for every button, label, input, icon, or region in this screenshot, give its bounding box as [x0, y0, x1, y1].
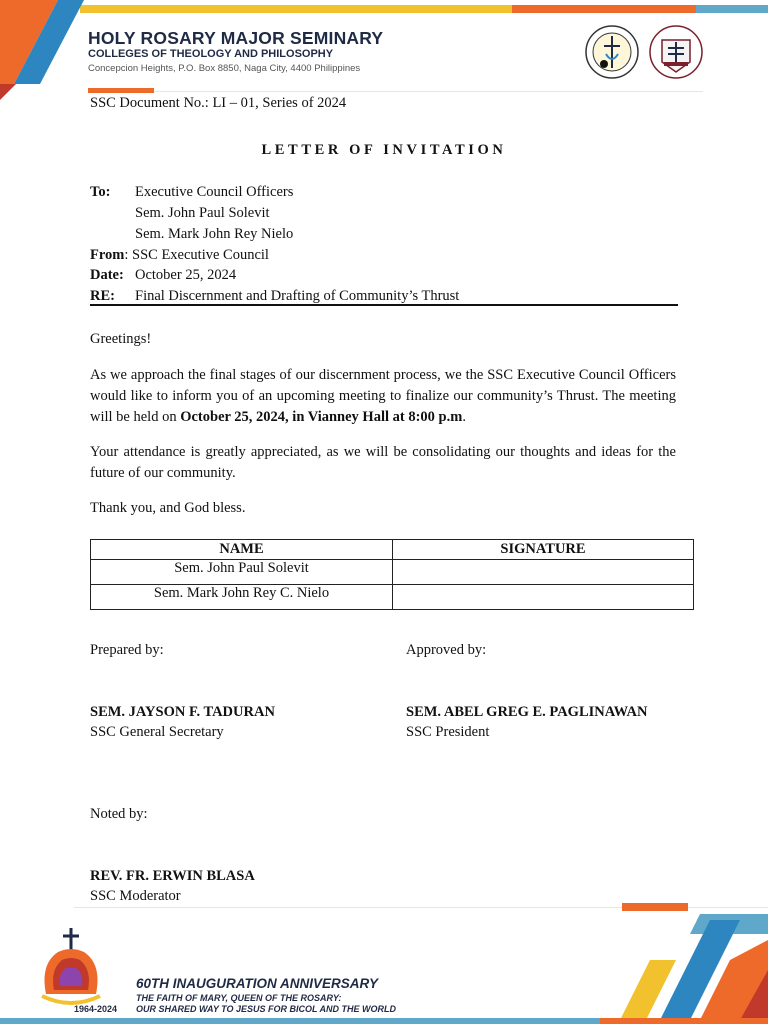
anniversary-years: 1964-2024: [74, 1004, 118, 1014]
table-cell-signature: [393, 560, 694, 585]
institution-address: Concepcion Heights, P.O. Box 8850, Naga City, 4400 Philippines: [88, 63, 361, 74]
date-value: October 25, 2024: [135, 267, 237, 283]
footer-title: 60TH INAUGURATION ANNIVERSARY: [136, 976, 379, 991]
to-line-2: Sem. John Paul Solevit: [135, 205, 270, 221]
table-row: [91, 585, 694, 610]
approved-role: SSC President: [406, 724, 490, 740]
to-label: To:: [90, 184, 111, 200]
institution-subtitle: COLLEGES OF THEOLOGY AND PHILOSOPHY: [88, 48, 334, 60]
header-divider: [88, 91, 703, 92]
prepared-role: SSC General Secretary: [90, 724, 224, 740]
anniversary-emblem-logo: [36, 924, 106, 1014]
ssc-seal-logo: [648, 22, 704, 82]
table-header-name: NAME: [91, 540, 393, 560]
memo-divider: [90, 304, 678, 306]
approved-label: Approved by:: [406, 642, 487, 658]
table-cell-signature: [393, 585, 694, 610]
document-number: SSC Document No.: LI – 01, Series of 2024: [90, 95, 347, 111]
prepared-label: Prepared by:: [90, 642, 164, 658]
letter-title: LETTER OF INVITATION: [261, 142, 507, 158]
institution-name: HOLY ROSARY MAJOR SEMINARY: [88, 28, 384, 48]
from-row: [90, 245, 269, 265]
noted-label: Noted by:: [90, 806, 148, 822]
table-cell-name: Sem. John Paul Solevit: [91, 560, 393, 585]
table-cell-name: Sem. Mark John Rey C. Nielo: [91, 585, 393, 610]
footer-motto-line-2: OUR SHARED WAY TO JESUS FOR BICOL AND THE WORLD: [136, 1004, 397, 1014]
footer-decoration: [600, 910, 768, 1024]
seminary-seal-logo: [584, 24, 640, 80]
table-row: [91, 560, 694, 585]
prepared-name: SEM. JAYSON F. TADURAN: [90, 704, 275, 720]
greeting: Greetings!: [90, 331, 152, 347]
re-value: Final Discernment and Drafting of Community’s Thrust: [135, 288, 460, 304]
from-value: : SSC Executive Council: [124, 247, 269, 263]
footer-motto-line-1: THE FAITH OF MARY, QUEEN OF THE ROSARY:: [136, 993, 342, 1003]
attendance-table: [90, 539, 694, 610]
table-header-row: [91, 540, 694, 560]
paragraph-1: [90, 365, 676, 428]
table-header-signature: SIGNATURE: [393, 540, 694, 560]
to-line-3: Sem. Mark John Rey Nielo: [135, 226, 294, 242]
from-label: From: [90, 247, 125, 263]
re-label: RE:: [90, 288, 115, 304]
to-line-1: Executive Council Officers: [135, 184, 294, 200]
date-label: Date:: [90, 267, 124, 283]
footer-bottom-bar: [0, 1018, 600, 1024]
approved-name: SEM. ABEL GREG E. PAGLINAWAN: [406, 704, 648, 720]
paragraph-2: Your attendance is greatly appreciated, as we will be consolidating our thoughts and ideas for the future of our community.: [90, 444, 676, 481]
noted-name: REV. FR. ERWIN BLASA: [90, 868, 255, 884]
paragraph-1-text: As we approach the final stages of our discernment process, we the SSC Executive Council Officers would like to inform you of an upcoming meeting to finalize our community’s Thrust. The meeting will be held on: [90, 367, 676, 425]
noted-role: SSC Moderator: [90, 888, 181, 904]
meeting-details: October 25, 2024, in Vianney Hall at 8:00 p.m: [180, 409, 463, 425]
paragraph-1-end: .: [462, 409, 466, 425]
closing: Thank you, and God bless.: [90, 500, 246, 516]
